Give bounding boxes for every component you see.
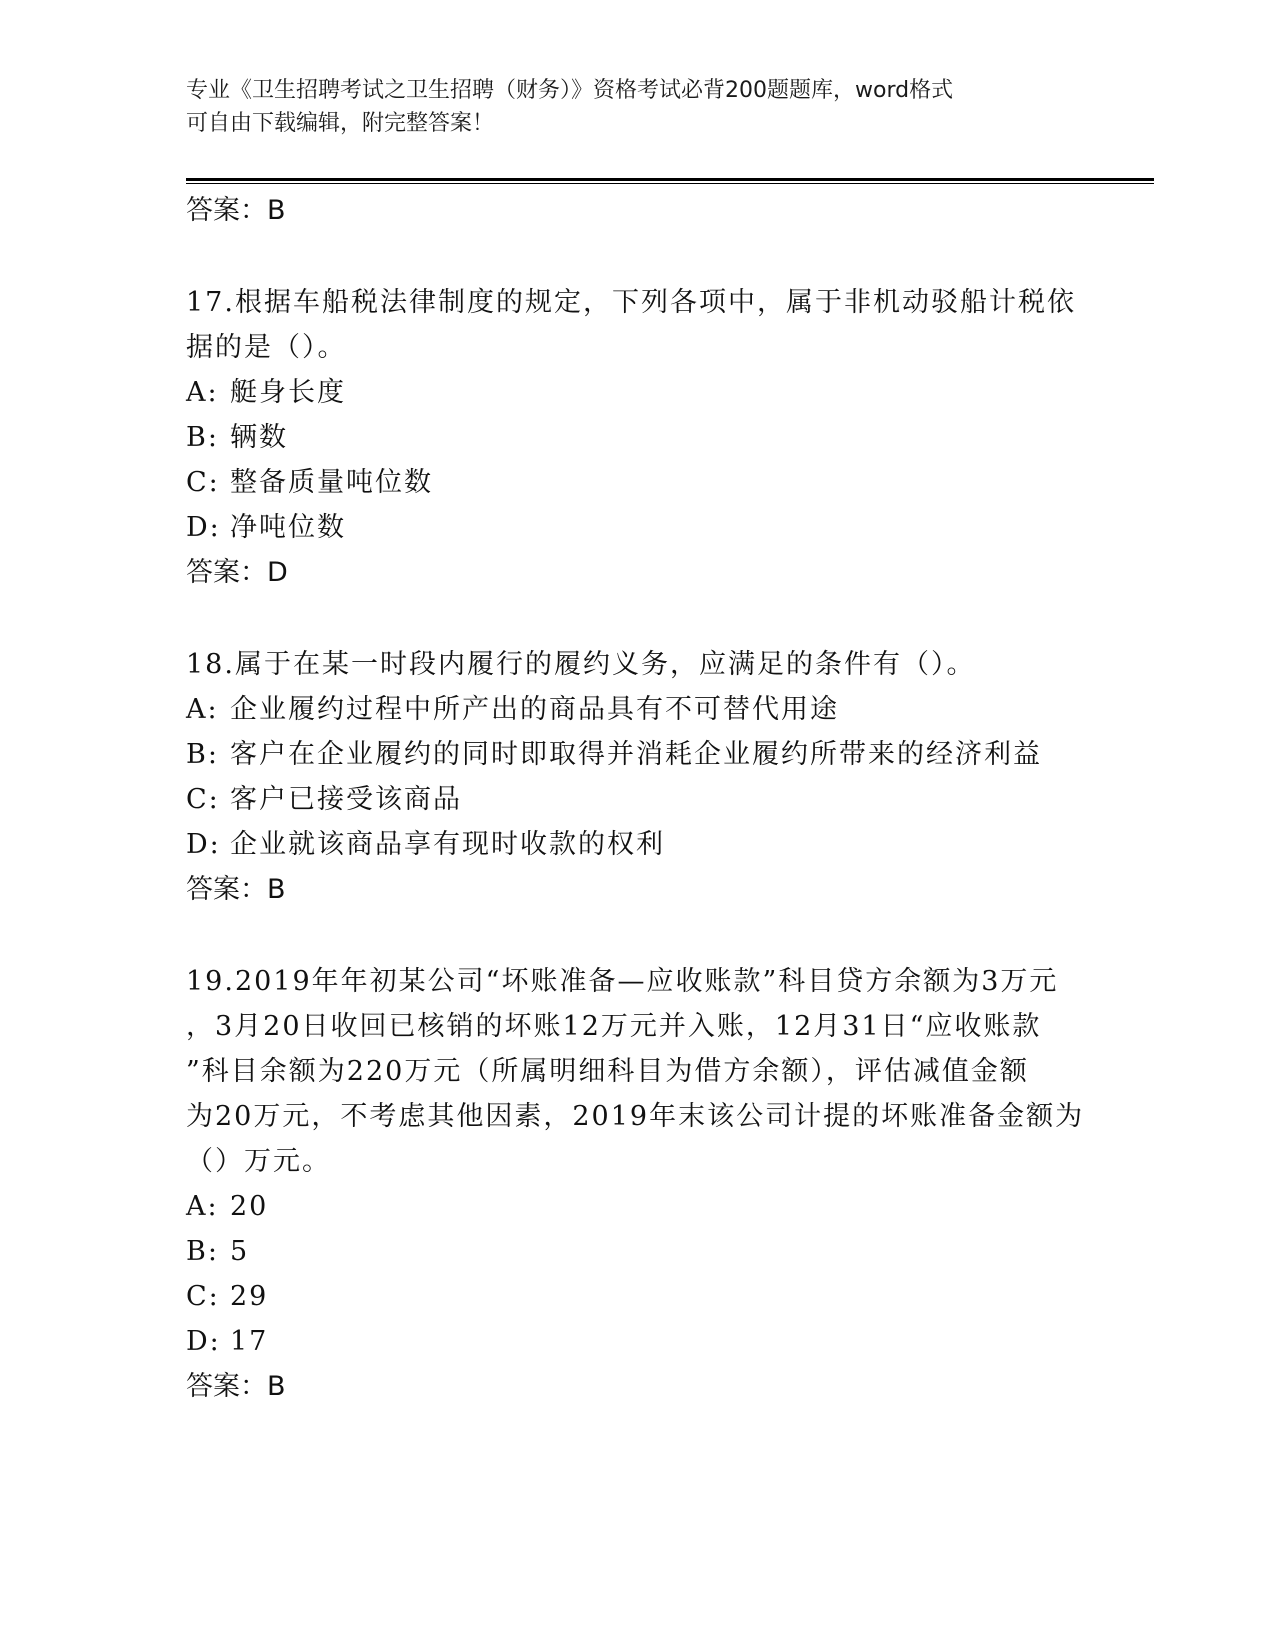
question-17 (186, 280, 1086, 595)
option-text: 企业履约过程中所产出的商品具有不可替代用途 (230, 694, 839, 725)
option-text: 17 (230, 1326, 269, 1357)
option-key: C: (186, 784, 220, 815)
option-text: 20 (230, 1191, 269, 1222)
option-key: C: (186, 467, 220, 498)
option-text: 整备质量吨位数 (230, 467, 433, 498)
question-stem-line: ”科目余额为220万元（所属明细科目为借方余额），评估减值金额 (186, 1056, 1029, 1087)
option-key: B: (186, 422, 219, 453)
question-stem-line: 18.属于在某一时段内履行的履约义务，应满足的条件有（）。 (186, 649, 976, 680)
option-text: 企业就该商品享有现时收款的权利 (230, 829, 665, 860)
option-d (186, 822, 1086, 867)
question-18 (186, 642, 1086, 912)
question-stem-line: 据的是（）。 (186, 332, 347, 363)
question-stem-line: 17.根据车船税法律制度的规定，下列各项中，属于非机动驳船计税依 (186, 287, 1076, 318)
option-c (186, 460, 1086, 505)
answer-line: 答案：B (186, 1371, 286, 1402)
question-stem-line: 为20万元，不考虑其他因素，2019年末该公司计提的坏账准备金额为 (186, 1101, 1085, 1132)
option-text: 5 (230, 1236, 250, 1267)
option-a (186, 370, 1086, 415)
question-stem-line: ，3月20日收回已核销的坏账12万元并入账，12月31日“应收账款 (186, 1011, 1042, 1042)
option-text: 净吨位数 (230, 512, 346, 543)
answer-line: 答案：D (186, 557, 288, 588)
option-key: B: (186, 1236, 219, 1267)
question-stem-line: 19.2019年年初某公司“坏账准备—应收账款”科目贷方余额为3万元 (186, 966, 1059, 997)
option-d (186, 1319, 1086, 1364)
option-b (186, 1229, 1086, 1274)
option-c (186, 777, 1086, 822)
previous-answer: 答案：B (186, 195, 286, 226)
question-stem-line: （）万元。 (186, 1146, 331, 1177)
option-key: D: (186, 512, 221, 543)
option-key: A: (186, 377, 219, 408)
option-key: B: (186, 739, 219, 770)
option-key: A: (186, 694, 219, 725)
document-header (186, 74, 1086, 140)
option-key: C: (186, 1281, 220, 1312)
option-a (186, 687, 1086, 732)
question-list (186, 188, 1086, 1409)
option-key: D: (186, 1326, 221, 1357)
question-19 (186, 959, 1086, 1409)
option-text: 客户在企业履约的同时即取得并消耗企业履约所带来的经济利益 (230, 739, 1042, 770)
option-a (186, 1184, 1086, 1229)
option-c (186, 1274, 1086, 1319)
answer-line: 答案：B (186, 874, 286, 905)
option-text: 客户已接受该商品 (230, 784, 462, 815)
header-line-1: 专业《卫生招聘考试之卫生招聘（财务）》资格考试必背200题题库，word格式 (186, 78, 954, 103)
header-divider (186, 178, 1154, 181)
option-key: D: (186, 829, 221, 860)
option-b (186, 415, 1086, 460)
option-key: A: (186, 1191, 219, 1222)
option-d (186, 505, 1086, 550)
header-line-2: 可自由下载编辑，附完整答案！ (186, 111, 495, 136)
option-b (186, 732, 1086, 777)
option-text: 艇身长度 (230, 377, 346, 408)
option-text: 辆数 (230, 422, 288, 453)
header-divider-thin (186, 183, 1154, 184)
option-text: 29 (230, 1281, 269, 1312)
